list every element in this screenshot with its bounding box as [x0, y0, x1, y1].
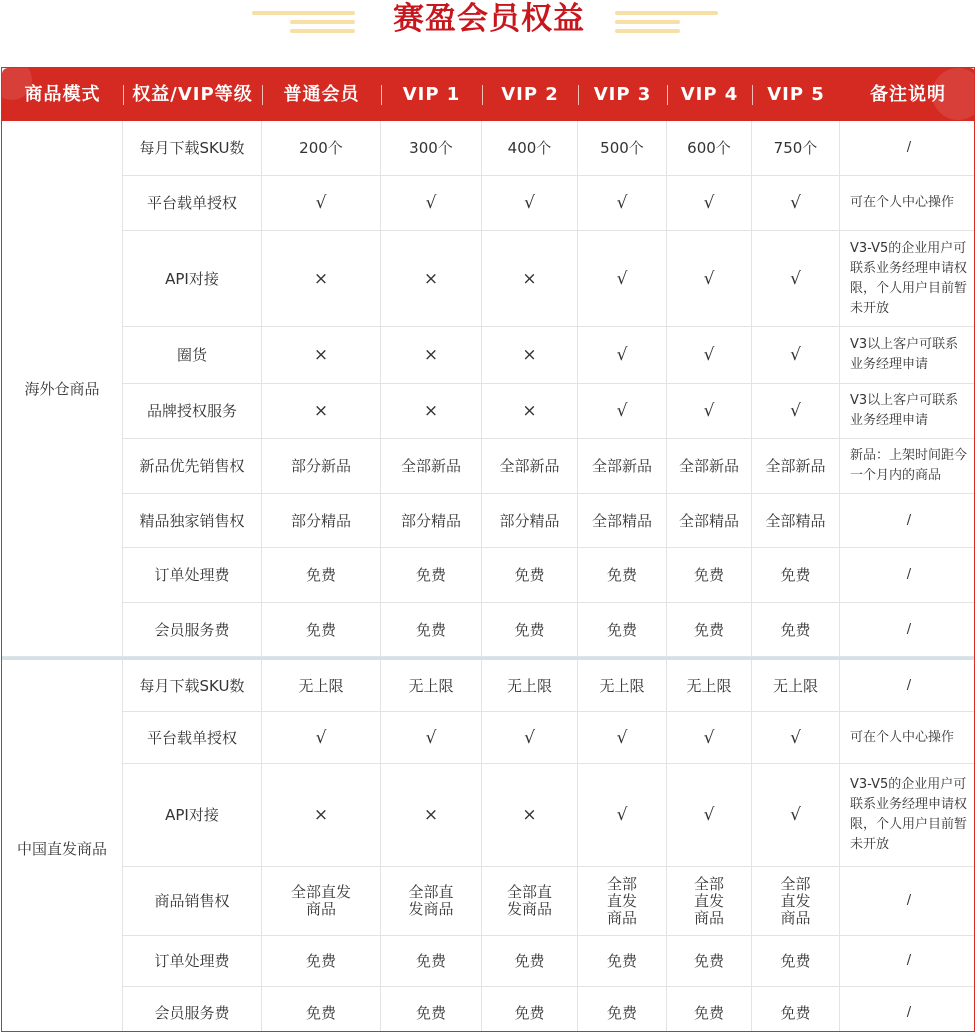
- note-cell: /: [840, 936, 975, 987]
- value-cell: √: [752, 327, 840, 384]
- value-cell: 全部直发商品: [752, 867, 840, 936]
- note-cell: 新品：上架时间距今一个月内的商品: [840, 439, 975, 494]
- value-cell: √: [578, 231, 667, 327]
- value-cell: 全部新品: [667, 439, 752, 494]
- value-cell: 无上限: [262, 660, 381, 712]
- header-separator: [667, 85, 668, 105]
- value-cell: 免费: [482, 603, 578, 657]
- mode-cell: 海外仓商品: [2, 121, 123, 657]
- value-cell: 部分精品: [262, 494, 381, 548]
- note-cell: V3-V5的企业用户可联系业务经理申请权限，个人用户目前暂未开放: [840, 764, 975, 867]
- value-cell: ×: [482, 384, 578, 439]
- value-cell: ×: [262, 384, 381, 439]
- title-decoration-right-1: [615, 11, 718, 15]
- value-cell: 全部直发商品: [262, 867, 381, 936]
- table-header: [2, 68, 975, 121]
- value-cell: 免费: [667, 987, 752, 1032]
- value-cell: 无上限: [667, 660, 752, 712]
- value-cell: 全部新品: [752, 439, 840, 494]
- note-cell: /: [840, 603, 975, 657]
- header-separator: [578, 85, 579, 105]
- note-cell: 可在个人中心操作: [840, 712, 975, 764]
- note-cell: V3以上客户可联系业务经理申请: [840, 384, 975, 439]
- benefits-table: [1, 67, 975, 1032]
- note-cell: /: [840, 494, 975, 548]
- value-cell: 免费: [752, 548, 840, 603]
- header-vip4: VIP 4: [680, 84, 739, 105]
- benefit-cell: 每月下载SKU数: [123, 660, 262, 712]
- header-vip5: VIP 5: [767, 84, 825, 105]
- benefit-cell: 订单处理费: [123, 936, 262, 987]
- value-cell: 免费: [578, 548, 667, 603]
- value-cell: 300个: [381, 121, 482, 176]
- value-cell: 免费: [482, 936, 578, 987]
- value-cell: 免费: [262, 987, 381, 1032]
- header-vip1: VIP 1: [402, 84, 461, 105]
- value-cell: 免费: [578, 987, 667, 1032]
- value-cell: 免费: [578, 603, 667, 657]
- value-cell: √: [667, 712, 752, 764]
- value-cell: ×: [482, 764, 578, 867]
- header-notes: 备注说明: [870, 84, 946, 105]
- value-cell: √: [262, 712, 381, 764]
- value-cell: √: [667, 231, 752, 327]
- value-cell: 免费: [667, 548, 752, 603]
- value-cell: √: [667, 176, 752, 231]
- header-vip3: VIP 3: [593, 84, 652, 105]
- value-cell: 全部直发商品: [667, 867, 752, 936]
- header-separator: [482, 85, 483, 105]
- benefit-cell: API对接: [123, 231, 262, 327]
- value-cell: √: [578, 712, 667, 764]
- value-cell: √: [578, 176, 667, 231]
- value-cell: ×: [482, 327, 578, 384]
- value-cell: √: [578, 764, 667, 867]
- value-cell: ×: [381, 231, 482, 327]
- value-cell: ×: [262, 764, 381, 867]
- title-decoration-right-2: [615, 20, 680, 24]
- value-cell: 无上限: [578, 660, 667, 712]
- value-cell: 免费: [752, 603, 840, 657]
- note-cell: /: [840, 660, 975, 712]
- value-cell: 部分新品: [262, 439, 381, 494]
- value-cell: √: [752, 176, 840, 231]
- value-cell: 免费: [752, 936, 840, 987]
- page-title: 赛盈会员权益: [393, 1, 585, 37]
- value-cell: 免费: [262, 548, 381, 603]
- value-cell: 600个: [667, 121, 752, 176]
- value-cell: √: [752, 712, 840, 764]
- header-separator: [123, 85, 124, 105]
- note-cell: /: [840, 121, 975, 176]
- value-cell: 全部直发商品: [381, 867, 482, 936]
- value-cell: 免费: [667, 936, 752, 987]
- value-cell: √: [578, 327, 667, 384]
- title-decoration-right-3: [615, 29, 680, 33]
- value-cell: 免费: [482, 987, 578, 1032]
- benefit-cell: API对接: [123, 764, 262, 867]
- value-cell: √: [482, 176, 578, 231]
- value-cell: 400个: [482, 121, 578, 176]
- value-cell: √: [578, 384, 667, 439]
- page-header: [0, 0, 978, 60]
- value-cell: 免费: [381, 936, 482, 987]
- mode-cell: 中国直发商品: [2, 660, 123, 1032]
- benefit-cell: 平台载单授权: [123, 712, 262, 764]
- benefit-cell: 新品优先销售权: [123, 439, 262, 494]
- value-cell: 免费: [578, 936, 667, 987]
- benefit-cell: 会员服务费: [123, 987, 262, 1032]
- value-cell: 全部精品: [578, 494, 667, 548]
- value-cell: 部分精品: [381, 494, 482, 548]
- value-cell: 免费: [381, 603, 482, 657]
- value-cell: 部分精品: [482, 494, 578, 548]
- value-cell: √: [752, 384, 840, 439]
- value-cell: 全部新品: [578, 439, 667, 494]
- value-cell: √: [482, 712, 578, 764]
- value-cell: √: [752, 231, 840, 327]
- value-cell: √: [667, 764, 752, 867]
- header-mode: 商品模式: [24, 84, 101, 105]
- value-cell: 750个: [752, 121, 840, 176]
- value-cell: 200个: [262, 121, 381, 176]
- value-cell: ×: [482, 231, 578, 327]
- benefit-cell: 商品销售权: [123, 867, 262, 936]
- value-cell: 全部直发商品: [578, 867, 667, 936]
- value-cell: √: [667, 327, 752, 384]
- value-cell: ×: [262, 327, 381, 384]
- value-cell: 500个: [578, 121, 667, 176]
- benefit-cell: 会员服务费: [123, 603, 262, 657]
- note-cell: /: [840, 867, 975, 936]
- note-cell: V3-V5的企业用户可联系业务经理申请权限，个人用户目前暂未开放: [840, 231, 975, 327]
- header-separator: [381, 85, 382, 105]
- note-cell: /: [840, 548, 975, 603]
- value-cell: √: [381, 712, 482, 764]
- header-benefit: 权益/VIP等级: [132, 84, 253, 105]
- benefit-cell: 精品独家销售权: [123, 494, 262, 548]
- value-cell: 免费: [262, 603, 381, 657]
- value-cell: 全部新品: [381, 439, 482, 494]
- value-cell: 无上限: [381, 660, 482, 712]
- benefit-cell: 圈货: [123, 327, 262, 384]
- benefit-cell: 品牌授权服务: [123, 384, 262, 439]
- value-cell: √: [752, 764, 840, 867]
- value-cell: ×: [381, 764, 482, 867]
- benefit-cell: 每月下载SKU数: [123, 121, 262, 176]
- value-cell: 免费: [667, 603, 752, 657]
- value-cell: √: [667, 384, 752, 439]
- value-cell: ×: [262, 231, 381, 327]
- value-cell: 免费: [752, 987, 840, 1032]
- value-cell: 全部直发商品: [482, 867, 578, 936]
- value-cell: 全部精品: [667, 494, 752, 548]
- note-cell: /: [840, 987, 975, 1032]
- header-separator: [262, 85, 263, 105]
- benefit-cell: 订单处理费: [123, 548, 262, 603]
- header-vip2: VIP 2: [501, 84, 559, 105]
- note-cell: 可在个人中心操作: [840, 176, 975, 231]
- value-cell: 免费: [381, 987, 482, 1032]
- value-cell: 无上限: [752, 660, 840, 712]
- benefit-cell: 平台载单授权: [123, 176, 262, 231]
- value-cell: 全部精品: [752, 494, 840, 548]
- value-cell: 免费: [262, 936, 381, 987]
- value-cell: 全部新品: [482, 439, 578, 494]
- note-cell: V3以上客户可联系业务经理申请: [840, 327, 975, 384]
- value-cell: ×: [381, 327, 482, 384]
- header-regular: 普通会员: [283, 84, 360, 105]
- value-cell: 免费: [381, 548, 482, 603]
- value-cell: √: [381, 176, 482, 231]
- header-separator: [752, 85, 753, 105]
- value-cell: 免费: [482, 548, 578, 603]
- value-cell: ×: [381, 384, 482, 439]
- value-cell: √: [262, 176, 381, 231]
- value-cell: 无上限: [482, 660, 578, 712]
